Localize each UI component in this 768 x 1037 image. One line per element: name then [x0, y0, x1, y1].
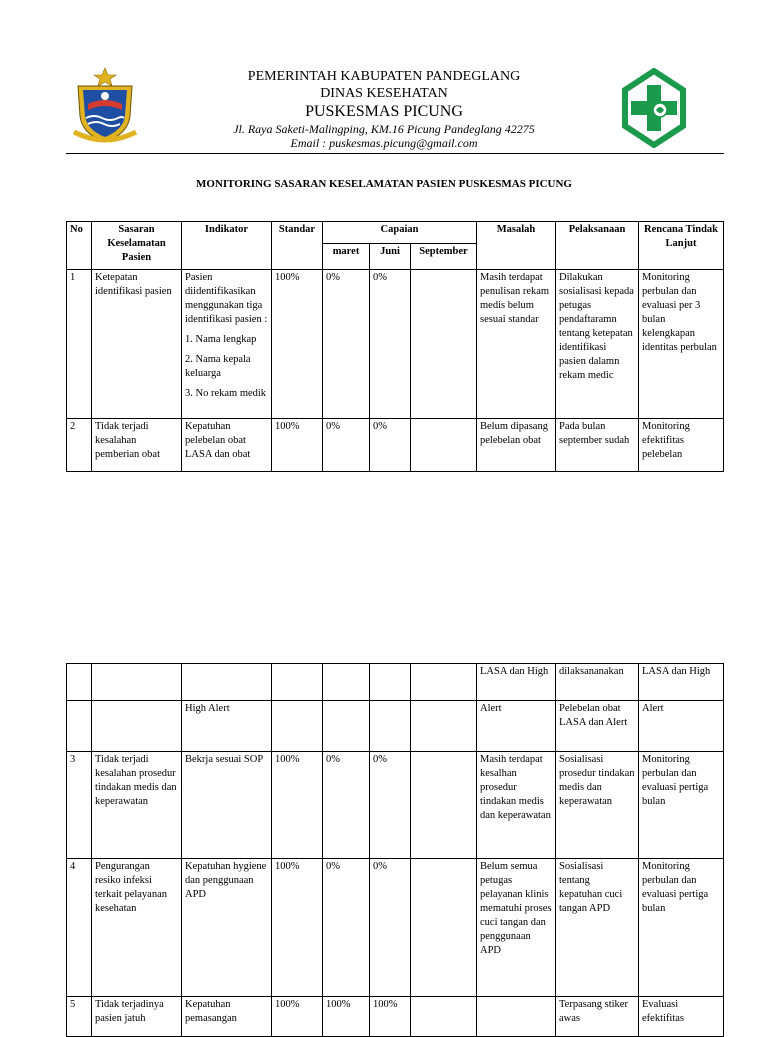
kop-line-department: DINAS KESEHATAN [320, 86, 448, 101]
cell-standar: 100% [272, 270, 323, 419]
cell-sasaran: Pengurangan resiko infeksi terkait pelayanan kesehatan [92, 859, 182, 997]
cell-no: 5 [67, 997, 92, 1037]
cell-september [411, 701, 477, 752]
cell-sasaran: Ketepatan identifikasi pasien [92, 270, 182, 419]
cell-standar: 100% [272, 752, 323, 859]
cell-no: 2 [67, 419, 92, 472]
cell-sasaran [92, 664, 182, 701]
table-row [67, 270, 724, 419]
cell-standar: 100% [272, 859, 323, 997]
indikator-list-item: 3. No rekam medik [185, 388, 267, 399]
cell-juni: 100% [370, 997, 411, 1037]
cell-pelaksanaan: Sosialisasi prosedur tindakan medis dan keperawatan [556, 752, 639, 859]
cell-standar [272, 701, 323, 752]
header-rule [66, 153, 724, 154]
cell-no: 4 [67, 859, 92, 997]
cell-no [67, 701, 92, 752]
col-header-pelaksanaan: Pelaksanaan [556, 222, 639, 270]
cell-indikator [182, 664, 272, 701]
cell-standar: 100% [272, 419, 323, 472]
table-row [67, 419, 724, 472]
table-row [67, 664, 724, 701]
cell-masalah: Masih terdapat penulisan rekam medis belum sesuai standar [477, 270, 556, 419]
table-row [67, 752, 724, 859]
cell-rtl: Monitoring perbulan dan evaluasi pertiga bulan [639, 752, 724, 859]
cell-pelaksanaan: Terpasang stiker awas [556, 997, 639, 1037]
col-header-september: September [411, 244, 477, 270]
cell-juni: 0% [370, 419, 411, 472]
col-header-juni: Juni [370, 244, 411, 270]
cell-maret: 0% [323, 270, 370, 419]
cell-september [411, 419, 477, 472]
cell-september [411, 997, 477, 1037]
cell-juni [370, 664, 411, 701]
cell-sasaran: Tidak terjadi kesalahan pemberian obat [92, 419, 182, 472]
cell-maret [323, 664, 370, 701]
cell-pelaksanaan: Pada bulan september sudah [556, 419, 639, 472]
kop-email: Email : puskesmas.picung@gmail.com [290, 136, 478, 150]
table-row [67, 701, 724, 752]
cell-sasaran: Tidak terjadinya pasien jatuh [92, 997, 182, 1037]
cell-no: 1 [67, 270, 92, 419]
cell-rtl: Alert [639, 701, 724, 752]
cell-standar [272, 664, 323, 701]
table-header-row [67, 222, 724, 244]
cell-pelaksanaan: dilaksananakan [556, 664, 639, 701]
cell-maret: 100% [323, 997, 370, 1037]
cell-masalah: Belum dipasang pelebelan obat [477, 419, 556, 472]
cell-pelaksanaan: Sosialisasi tentang kepatuhan cuci tangan APD [556, 859, 639, 997]
cell-juni [370, 701, 411, 752]
cell-pelaksanaan: Pelebelan obat LASA dan Alert [556, 701, 639, 752]
cell-masalah: Masih terdapat kesalhan prosedur tindakan medis dan keperawatan [477, 752, 556, 859]
col-header-maret: maret [323, 244, 370, 270]
cell-maret: 0% [323, 859, 370, 997]
cell-september [411, 270, 477, 419]
table-row [67, 859, 724, 997]
cell-juni: 0% [370, 270, 411, 419]
cell-september [411, 752, 477, 859]
cell-rtl: LASA dan High [639, 664, 724, 701]
cell-maret [323, 701, 370, 752]
kop-address: Jl. Raya Saketi-Malingping, KM.16 Picung Pandeglang 42275 [233, 122, 535, 136]
cell-indikator-text: Pasien diidentifikasikan menggunakan tiga identifikasi pasien : [185, 272, 268, 325]
cell-indikator: Kepatuhan pemasangan [182, 997, 272, 1037]
cell-masalah [477, 997, 556, 1037]
col-header-capaian: Capaian [323, 222, 477, 244]
cell-pelaksanaan: Dilakukan sosialisasi kepada petugas pendaftaramn tentang ketepatan identifikasi pasien dalamn rekam medic [556, 270, 639, 419]
cell-rtl: Monitoring perbulan dan evaluasi pertiga bulan [639, 859, 724, 997]
cell-indikator: Kepatuhan pelebelan obat LASA dan obat [182, 419, 272, 472]
col-header-sasaran: Sasaran Keselamatan Pasien [92, 222, 182, 270]
cell-indikator: Bekrja sesuai SOP [182, 752, 272, 859]
cell-sasaran: Tidak terjadi kesalahan prosedur tindakan medis dan keperawatan [92, 752, 182, 859]
cell-september [411, 859, 477, 997]
cell-sasaran [92, 701, 182, 752]
cell-no: 3 [67, 752, 92, 859]
cell-rtl: Monitoring perbulan dan evaluasi per 3 bulan kelengkapan identitas perbulan [639, 270, 724, 419]
table-row [67, 997, 724, 1037]
cell-masalah: LASA dan High [477, 664, 556, 701]
col-header-indikator: Indikator [182, 222, 272, 270]
cell-standar: 100% [272, 997, 323, 1037]
col-header-standar: Standar [272, 222, 323, 270]
cell-indikator [182, 270, 272, 419]
col-header-no: No [67, 222, 92, 270]
indikator-list-item: 2. Nama kepala keluarga [185, 354, 251, 379]
monitoring-table-page-1 [66, 221, 724, 472]
col-header-masalah: Masalah [477, 222, 556, 270]
monitoring-table-page-2 [66, 663, 724, 1037]
cell-maret: 0% [323, 419, 370, 472]
cell-maret: 0% [323, 752, 370, 859]
cell-no [67, 664, 92, 701]
col-header-rtl: Rencana Tindak Lanjut [639, 222, 724, 270]
cell-juni: 0% [370, 859, 411, 997]
cell-masalah: Belum semua petugas pelayanan klinis mematuhi proses cuci tangan dan penggunaan APD [477, 859, 556, 997]
document-title: MONITORING SASARAN KESELAMATAN PASIEN PUSKESMAS PICUNG [196, 178, 572, 190]
cell-juni: 0% [370, 752, 411, 859]
cell-indikator: Kepatuhan hygiene dan penggunaan APD [182, 859, 272, 997]
cell-indikator: High Alert [182, 701, 272, 752]
kop-line-puskesmas: PUSKESMAS PICUNG [305, 103, 463, 120]
kop-line-government: PEMERINTAH KABUPATEN PANDEGLANG [247, 69, 521, 84]
cell-september [411, 664, 477, 701]
indikator-list-item: 1. Nama lengkap [185, 334, 257, 345]
cell-masalah: Alert [477, 701, 556, 752]
cell-rtl: Monitoring efektifitas pelebelan [639, 419, 724, 472]
cell-rtl: Evaluasi efektifitas [639, 997, 724, 1037]
